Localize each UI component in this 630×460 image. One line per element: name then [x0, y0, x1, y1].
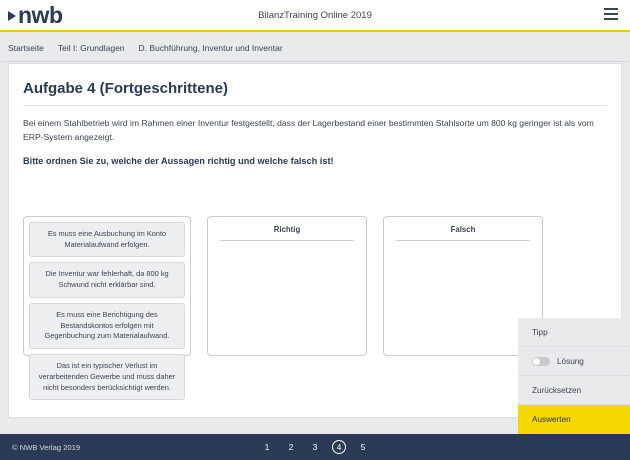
drop-zone-title: Richtig — [273, 225, 301, 234]
hamburger-icon[interactable] — [604, 8, 618, 20]
breadcrumb — [0, 34, 630, 62]
list-item[interactable]: Das ist ein typischer Verlust im verarbeitenden Gewerbe und muss daher nicht besonders berücksichtigt werden. — [29, 354, 185, 400]
loesung-label: Lösung — [557, 356, 584, 366]
auswerten-label: Auswerten — [532, 414, 571, 424]
page-title: Aufgabe 4 (Fortgeschrittene) — [23, 80, 229, 97]
page-button-5[interactable]: 5 — [360, 442, 366, 452]
zuruecksetzen-button[interactable] — [518, 376, 630, 405]
loesung-toggle[interactable] — [532, 357, 550, 366]
app-title: BilanzTraining Online 2019 — [258, 9, 372, 21]
list-item[interactable]: Es muss eine Ausbuchung im Konto Materialaufwand erfolgen. — [29, 222, 185, 257]
pagination — [0, 440, 630, 454]
drop-zone-divider — [396, 240, 530, 241]
drop-zone-richtig[interactable] — [207, 216, 367, 356]
page-button-2[interactable]: 2 — [288, 442, 294, 452]
list-item[interactable]: Die Inventur war fehlerhaft, da 800 kg Schwund nicht erklärbar sind. — [29, 262, 185, 297]
drop-zone-title: Falsch — [450, 225, 476, 234]
loesung-toggle-row[interactable] — [518, 347, 630, 376]
footer-bar — [0, 434, 630, 460]
task-instruction-text: Bitte ordnen Sie zu, welche der Aussagen richtig und welche falsch ist! — [23, 156, 334, 167]
logo-text: nwb — [18, 1, 63, 28]
zuruecksetzen-label: Zurücksetzen — [532, 385, 582, 395]
top-bar — [0, 0, 630, 32]
copyright-text: © NWB Verlag 2019 — [12, 442, 81, 452]
page-button-1[interactable]: 1 — [264, 442, 270, 452]
drop-zone-divider — [220, 240, 354, 241]
list-item[interactable]: Es muss eine Berichtigung des Bestandskontos erfolgen mit Gegenbuchung zum Materialaufwand. — [29, 303, 185, 349]
breadcrumb-item-kapitel-d[interactable]: D. Buchführung, Inventur und Inventar — [138, 42, 283, 53]
breadcrumb-item-teil-1[interactable]: Teil I: Grundlagen — [57, 42, 125, 53]
source-chip-list — [23, 216, 191, 392]
page-button-3[interactable]: 3 — [312, 442, 318, 452]
tipp-button[interactable] — [518, 318, 630, 347]
auswerten-button[interactable] — [518, 405, 630, 434]
breadcrumb-item-startseite[interactable]: Startseite — [8, 42, 44, 53]
page-button-4[interactable]: 4 — [332, 440, 346, 454]
task-intro-text: Bei einem Stahlbetrieb wird im Rahmen einer Inventur festgestellt, dass der Lagerbestand einer bestimmten Stahlsorte um 800 kg geringer ist als vom ERP-System angezeigt. — [23, 118, 594, 143]
tipp-label: Tipp — [532, 327, 548, 337]
